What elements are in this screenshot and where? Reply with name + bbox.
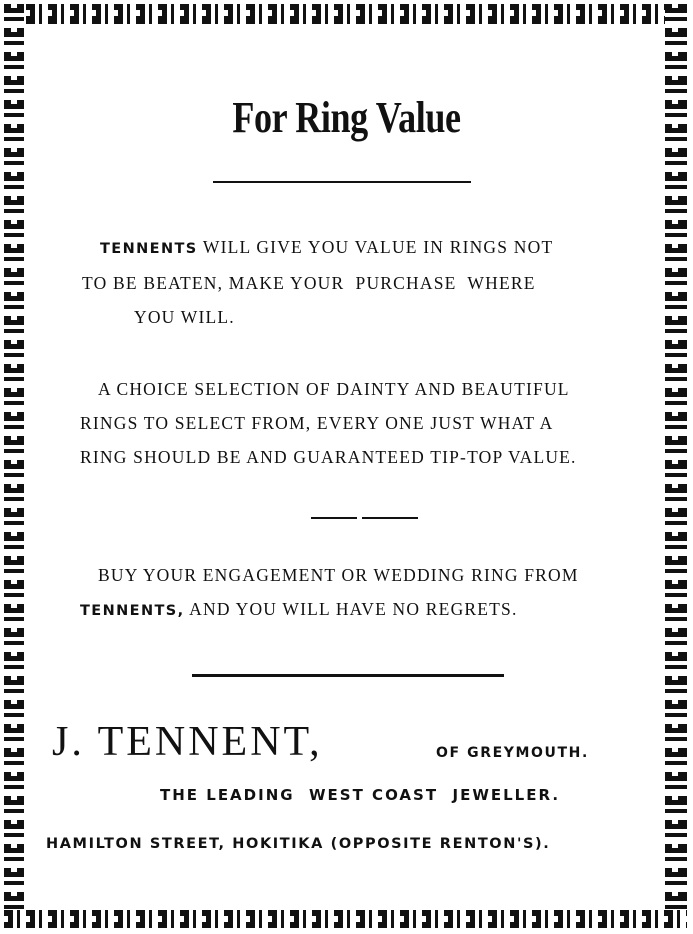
separator-short-left xyxy=(311,517,357,519)
separator-long xyxy=(192,674,504,677)
border-right xyxy=(665,4,687,928)
paragraph-selection-line-1: A CHOICE SELECTION OF DAINTY AND BEAUTIFUL xyxy=(98,379,570,399)
paragraph-engagement-line-2-text: AND YOU WILL HAVE NO REGRETS. xyxy=(184,599,518,619)
jeweller-address: HAMILTON STREET, HOKITIKA (OPPOSITE RENTON'S). xyxy=(46,836,551,852)
jeweller-tagline: THE LEADING WEST COAST JEWELLER. xyxy=(160,786,561,804)
paragraph-value xyxy=(82,230,553,334)
paragraph-value-line-1 xyxy=(82,230,553,266)
paragraph-engagement-line-1: BUY YOUR ENGAGEMENT OR WEDDING RING FROM xyxy=(98,565,579,585)
paragraph-selection-line-3: RING SHOULD BE AND GUARANTEED TIP-TOP VALUE. xyxy=(80,447,577,467)
tennents-lead: TENNENTS xyxy=(100,241,198,257)
title-underline xyxy=(213,181,471,183)
paragraph-selection-line-2: RINGS TO SELECT FROM, EVERY ONE JUST WHAT A xyxy=(80,413,554,433)
border-bottom xyxy=(4,910,687,928)
paragraph-value-line-1-text: WILL GIVE YOU VALUE IN RINGS NOT xyxy=(197,237,554,257)
border-top xyxy=(4,4,687,24)
paragraph-value-line-3: YOU WILL. xyxy=(134,307,235,327)
paragraph-engagement xyxy=(80,558,579,628)
jeweller-town: OF GREYMOUTH. xyxy=(436,745,589,761)
paragraph-value-line-2: TO BE BEATEN, MAKE YOUR PURCHASE WHERE xyxy=(82,273,536,293)
paragraph-selection xyxy=(80,372,577,474)
separator-short-right xyxy=(362,517,418,519)
jeweller-name: J. TENNENT, xyxy=(52,719,323,765)
advert-title: For Ring Value xyxy=(232,93,461,142)
paragraph-engagement-line-2 xyxy=(80,592,579,628)
tennents-lead-2: TENNENTS, xyxy=(80,603,185,619)
border-left xyxy=(4,4,24,928)
